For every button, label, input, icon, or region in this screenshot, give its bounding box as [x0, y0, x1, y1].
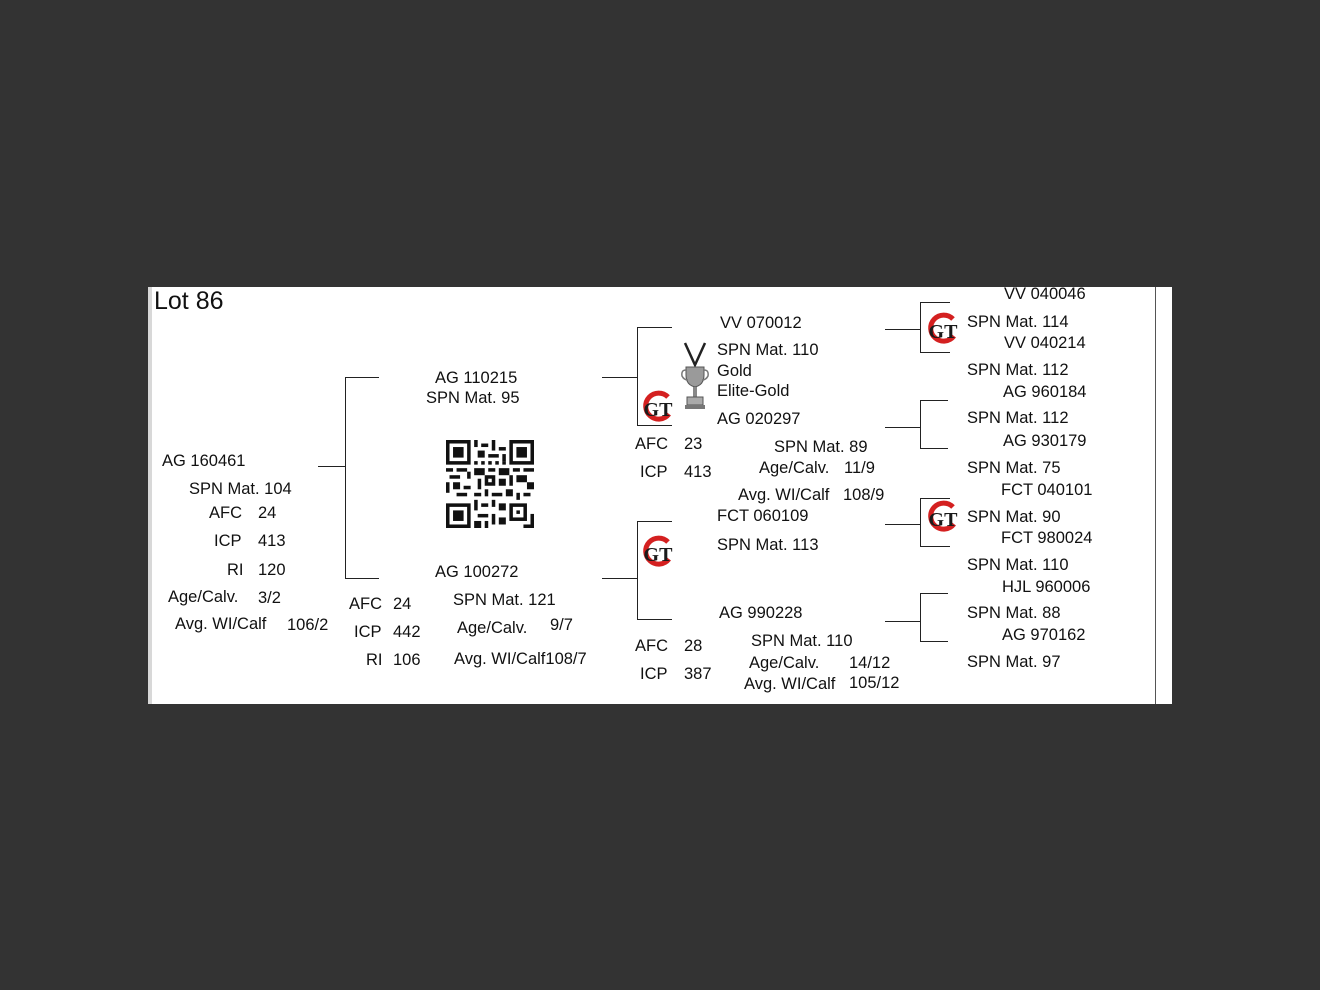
subject-afc-label: AFC	[209, 504, 242, 522]
pedigree-card	[148, 287, 1172, 704]
connector-dam-dam	[637, 619, 672, 620]
sire-dam-afc-label: AFC	[635, 435, 668, 453]
g4-8-spn: SPN Mat. 97	[967, 653, 1061, 671]
g4-4-spn: SPN Mat. 75	[967, 459, 1061, 477]
sire-dam-wi-label: Avg. WI/Calf	[738, 486, 830, 504]
g4-1-spn: SPN Mat. 114	[967, 313, 1069, 331]
subject-afc-value: 24	[258, 504, 277, 522]
sire-dam-age-value: 11/9	[844, 459, 875, 477]
lot-title: Lot 86	[154, 287, 224, 315]
bracket-g4-1	[920, 302, 921, 352]
connector-g4-2b	[920, 448, 948, 449]
subject-ri-value: 120	[258, 561, 286, 579]
dam-sire-spn: SPN Mat. 113	[717, 536, 819, 554]
dam-dam-spn: SPN Mat. 110	[751, 632, 853, 650]
sire-dam-spn: SPN Mat. 89	[774, 438, 868, 456]
connector-dam-out	[602, 578, 637, 579]
sire-sire-spn: SPN Mat. 110	[717, 341, 819, 359]
dam-wi: Avg. WI/Calf108/7	[454, 650, 587, 668]
dam-dam-icp-value: 387	[684, 665, 712, 683]
dam-dam-id: AG 990228	[719, 604, 803, 622]
connector-g4-4b	[920, 641, 948, 642]
sire-dam-id: AG 020297	[717, 410, 801, 428]
g4-5-id: FCT 040101	[1001, 481, 1093, 499]
connector-sire	[345, 377, 379, 378]
connector-dam-sire	[637, 521, 672, 522]
sheet-right-border	[1155, 287, 1156, 704]
bracket-gen2	[345, 377, 346, 578]
sire-sire-award-elite-gold: Elite-Gold	[717, 382, 790, 400]
subject-icp-value: 413	[258, 532, 286, 550]
dam-id: AG 100272	[435, 563, 519, 581]
g4-6-spn: SPN Mat. 110	[967, 556, 1069, 574]
sheet-left-edge	[148, 287, 152, 704]
g4-2-spn: SPN Mat. 112	[967, 361, 1069, 379]
svg-text:GT: GT	[643, 399, 673, 421]
sire-dam-icp-value: 413	[684, 463, 712, 481]
sire-dam-icp-label: ICP	[640, 463, 668, 481]
subject-wi-label: Avg. WI/Calf	[175, 615, 267, 633]
bracket-g4-3	[920, 498, 921, 546]
connector-sire-sire	[637, 327, 672, 328]
subject-icp-label: ICP	[214, 532, 242, 550]
g4-7-spn: SPN Mat. 88	[967, 604, 1061, 622]
trophy-icon	[681, 341, 709, 413]
connector-g3-4	[885, 621, 920, 622]
gt-logo-icon	[641, 535, 675, 569]
bracket-g4-4	[920, 593, 921, 641]
svg-text:GT: GT	[928, 509, 958, 531]
qr-code	[446, 440, 534, 528]
sire-spn: SPN Mat. 95	[426, 389, 520, 407]
g4-2-id: VV 040214	[1004, 334, 1086, 352]
dam-dam-afc-value: 28	[684, 637, 703, 655]
subject-ri-label: RI	[227, 561, 244, 579]
connector-g3-2	[885, 427, 920, 428]
dam-dam-afc-label: AFC	[635, 637, 668, 655]
dam-sire-id: FCT 060109	[717, 507, 809, 525]
dam-afc-value: 24	[393, 595, 412, 613]
g4-4-id: AG 930179	[1003, 432, 1087, 450]
connector-subject	[318, 466, 345, 467]
g4-3-id: AG 960184	[1003, 383, 1087, 401]
sire-sire-award-gold: Gold	[717, 362, 752, 380]
connector-g3-1	[885, 329, 920, 330]
g4-6-id: FCT 980024	[1001, 529, 1093, 547]
g4-1-id: VV 040046	[1004, 287, 1086, 303]
dam-age-value: 9/7	[550, 616, 573, 634]
connector-dam	[345, 578, 379, 579]
dam-dam-wi-label: Avg. WI/Calf	[744, 675, 836, 693]
dam-icp-label: ICP	[354, 623, 382, 641]
connector-g4-2a	[920, 400, 948, 401]
sire-id: AG 110215	[435, 369, 518, 387]
dam-dam-wi-value: 105/12	[849, 674, 900, 692]
dam-dam-icp-label: ICP	[640, 665, 668, 683]
connector-g4-1b	[920, 352, 950, 353]
subject-age-value: 3/2	[258, 589, 281, 607]
sire-dam-wi-value: 108/9	[843, 486, 885, 504]
subject-spn: SPN Mat. 104	[189, 480, 292, 498]
gt-logo-icon	[926, 500, 960, 534]
subject-wi-value: 106/2	[287, 616, 329, 634]
subject-age-label: Age/Calv.	[168, 588, 239, 606]
connector-g3-3	[885, 524, 920, 525]
svg-text:GT: GT	[643, 544, 673, 566]
sire-dam-afc-value: 23	[684, 435, 703, 453]
bracket-sire	[637, 327, 638, 425]
sire-sire-id: VV 070012	[720, 314, 802, 332]
dam-age-label: Age/Calv.	[457, 619, 528, 637]
subject-id: AG 160461	[162, 452, 246, 470]
bracket-g4-2	[920, 400, 921, 448]
gt-logo-icon	[926, 312, 960, 346]
connector-sire-out	[602, 377, 637, 378]
connector-g4-3a	[920, 498, 950, 499]
connector-g4-4a	[920, 593, 948, 594]
dam-dam-age-value: 14/12	[849, 654, 891, 672]
dam-dam-age-label: Age/Calv.	[749, 654, 820, 672]
dam-ri-value: 106	[393, 651, 421, 669]
g4-8-id: AG 970162	[1002, 626, 1086, 644]
dam-spn: SPN Mat. 121	[453, 591, 556, 609]
connector-sire-dam	[637, 425, 672, 426]
g4-5-spn: SPN Mat. 90	[967, 508, 1061, 526]
g4-7-id: HJL 960006	[1002, 578, 1091, 596]
dam-afc-label: AFC	[349, 595, 382, 613]
connector-g4-1a	[920, 302, 950, 303]
gt-logo-icon	[641, 390, 675, 424]
svg-text:GT: GT	[928, 321, 958, 343]
connector-g4-3b	[920, 546, 950, 547]
g4-3-spn: SPN Mat. 112	[967, 409, 1069, 427]
dam-icp-value: 442	[393, 623, 421, 641]
dam-ri-label: RI	[366, 651, 383, 669]
bracket-dam	[637, 521, 638, 619]
sire-dam-age-label: Age/Calv.	[759, 459, 830, 477]
